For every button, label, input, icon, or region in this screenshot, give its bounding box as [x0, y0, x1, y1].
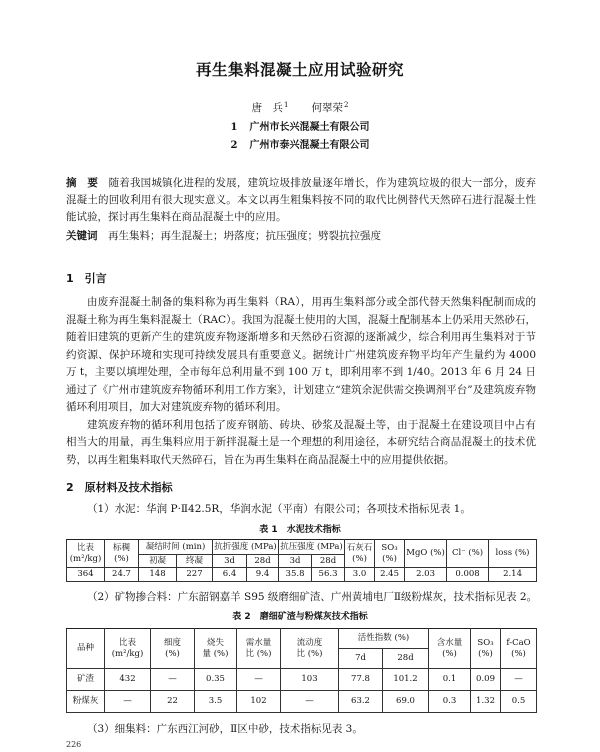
- table-cell: 364: [67, 568, 105, 582]
- affiliation-name: 广州市泰兴混凝土有限公司: [249, 140, 370, 151]
- table-header-row: [67, 540, 537, 555]
- keywords: [66, 228, 536, 245]
- table-cell: 103: [281, 669, 339, 691]
- paragraph: 由废弃混凝土制备的集料称为再生集料（RA），用再生集料部分或全部代替天然集料配制而成的混凝土称为再生集料混凝土（RAC）。我国为混凝土使用的大国，混凝土配制基本上仍采用天然砂石，随着旧建筑的更新产生的建筑废弃物逐渐增多和天然砂石资源的逐渐减少，综合利用再生集料对于节约资源、保护环境和实现可持续发展具有重要意义。据统计广州建筑废弃物平均年产生量约为 4000 万 t，主要以填埋处理，全市每年总利用量不到 100 万 t，即利用率不到 1/40。2013 年 6 月 24 日通过了《广州市建筑废弃物循环利用工作方案》，计划建立“建筑余泥供需交换调剂平台”及建筑废弃物循环利用项目，加大对建筑废弃物的循环利用。: [66, 296, 536, 413]
- affiliation-name: 广州市长兴混凝土有限公司: [249, 122, 370, 133]
- table-cell: 0.35: [195, 669, 237, 691]
- abstract: [66, 175, 536, 226]
- author-affiliation-mark: 1: [283, 100, 289, 109]
- header-flexural-28d: 28d: [247, 555, 279, 568]
- table-cell: 0.3: [429, 691, 471, 713]
- table-caption: 表 1 水泥技术指标: [259, 525, 341, 535]
- affiliation: [0, 120, 600, 136]
- author-name: 何翠荣: [311, 102, 344, 114]
- header-compressive-3d: 3d: [279, 555, 312, 568]
- header-limestone: 石灰石 (%): [345, 540, 375, 568]
- introduction-body: [66, 294, 536, 469]
- table-cell: 2.45: [375, 568, 405, 582]
- table-cell: —: [281, 691, 339, 713]
- table-cell: 432: [105, 669, 151, 691]
- table-cell: —: [151, 669, 195, 691]
- author-name: 唐 兵: [251, 102, 283, 114]
- table-cell: —: [501, 669, 537, 691]
- header-variety: 品种: [67, 629, 105, 669]
- header-compressive-strength: 抗压强度 (MPa): [279, 540, 345, 555]
- slag-flyash-properties-table: [66, 628, 537, 713]
- header-activity-index: 活性指数 (%): [339, 629, 429, 649]
- header-ignition-loss: 烧失 量 (%): [195, 629, 237, 669]
- author: [251, 102, 288, 114]
- header-free-cao: f-CaO (%): [501, 629, 537, 669]
- paper-title: 再生集料混凝土应用试验研究: [195, 61, 404, 79]
- row-label: 矿渣: [67, 669, 105, 691]
- header-flexural-strength: 抗折强度 (MPa): [213, 540, 279, 555]
- header-specific-surface: 比表 (m²/kg): [105, 629, 151, 669]
- table-cell: 63.2: [339, 691, 383, 713]
- header-so3: SO₃ (%): [375, 540, 405, 568]
- table-cell: 3.0: [345, 568, 375, 582]
- table-cell: 24.7: [105, 568, 139, 582]
- page-number: 226: [66, 740, 82, 749]
- header-final-set: 终凝: [177, 555, 213, 568]
- header-activity-28d: 28d: [383, 649, 429, 669]
- paragraph: 建筑废弃物的循环利用包括了废弃钢筋、砖块、砂浆及混凝土等，由于混凝土在建设项目中占有相当大的用量，再生集料应用于新拌混凝土是一个理想的利用途径，本研究结合商品混凝土的技术优势，以再生粗集料取代天然碎石，旨在为再生集料在商品混凝土中的应用提供依据。: [66, 418, 536, 466]
- table-cell: 77.8: [339, 669, 383, 691]
- table-row: [67, 691, 537, 713]
- header-flexural-3d: 3d: [213, 555, 247, 568]
- author-list: [0, 100, 600, 116]
- table-cell: 22: [151, 691, 195, 713]
- header-activity-7d: 7d: [339, 649, 383, 669]
- header-so3: SO₃ (%): [471, 629, 501, 669]
- table-cell: 35.8: [279, 568, 312, 582]
- table-cell: 3.5: [195, 691, 237, 713]
- table-cell: 148: [139, 568, 177, 582]
- affiliation-number: 1: [230, 122, 238, 133]
- table-cell: 0.1: [429, 669, 471, 691]
- section-heading-materials: 2 原材料及技术指标: [66, 481, 173, 494]
- table-cell: 101.2: [383, 669, 429, 691]
- table-cell: 2.14: [489, 568, 537, 582]
- keywords-label: 关键词: [66, 230, 98, 242]
- keywords-text: 再生集料；再生混凝土；坍落度；抗压强度；劈裂抗拉强度: [108, 230, 381, 242]
- header-specific-surface: 比表 (m²/kg): [67, 540, 105, 568]
- table-cell: 6.4: [213, 568, 247, 582]
- header-mgo: MgO (%): [405, 540, 447, 568]
- material-item-mineral-admixture: （2）矿物掺合料：广东韶钢嘉羊 S95 级磨细矿渣、广州黄埔电厂Ⅱ级粉煤灰，技术指标见表 2。: [87, 591, 538, 603]
- header-water-demand-ratio: 需水量 比 (%): [237, 629, 281, 669]
- row-label: 粉煤灰: [67, 691, 105, 713]
- table-cell: 69.0: [383, 691, 429, 713]
- header-consistency: 标稠 (%): [105, 540, 139, 568]
- header-chloride: Cl⁻ (%): [447, 540, 489, 568]
- material-item-cement: （1）水泥：华润 P·Ⅱ42.5R，华润水泥（平南）有限公司；各项技术指标见表 1。: [87, 503, 471, 515]
- table-cell: 0.09: [471, 669, 501, 691]
- header-fluidity-ratio: 流动度 比 (%): [281, 629, 339, 669]
- header-initial-set: 初凝: [139, 555, 177, 568]
- abstract-label: 摘 要: [66, 177, 99, 189]
- header-compressive-28d: 28d: [312, 555, 345, 568]
- table-cell: 9.4: [247, 568, 279, 582]
- author-affiliation-mark: 2: [344, 100, 349, 109]
- table-cell: 227: [177, 568, 213, 582]
- header-fineness: 细度 (%): [151, 629, 195, 669]
- cement-properties-table: [66, 539, 537, 582]
- table-cell: —: [237, 669, 281, 691]
- table-header-row: [67, 629, 537, 649]
- table-cell: 0.5: [501, 691, 537, 713]
- abstract-text: 随着我国城镇化进程的发展，建筑垃圾排放量逐年增长，作为建筑垃圾的很大一部分，废弃混凝土的回收利用有很大现实意义。本文以再生粗集料按不同的取代比例替代天然碎石进行混凝土性能试验，探讨再生集料在商品混凝土中的应用。: [66, 177, 537, 223]
- affiliation-number: 2: [230, 140, 238, 151]
- table-cell: 0.008: [447, 568, 489, 582]
- author: [312, 102, 349, 114]
- table-cell: —: [105, 691, 151, 713]
- material-item-fine-aggregate: （3）细集料：广东西江河砂，Ⅱ区中砂，技术指标见表 3。: [87, 723, 363, 735]
- table-row: [67, 568, 537, 582]
- header-loss: loss (%): [489, 540, 537, 568]
- table-row: [67, 669, 537, 691]
- section-heading-introduction: 1 引言: [66, 272, 107, 285]
- table-cell: 56.3: [312, 568, 345, 582]
- header-setting-time: 凝结时间 (min): [139, 540, 213, 555]
- table-cell: 1.32: [471, 691, 501, 713]
- table-cell: 2.03: [405, 568, 447, 582]
- header-moisture: 含水量 (%): [429, 629, 471, 669]
- table-cell: 102: [237, 691, 281, 713]
- affiliation: [0, 138, 600, 154]
- table-caption: 表 2 磨细矿渣与粉煤灰技术指标: [232, 612, 368, 622]
